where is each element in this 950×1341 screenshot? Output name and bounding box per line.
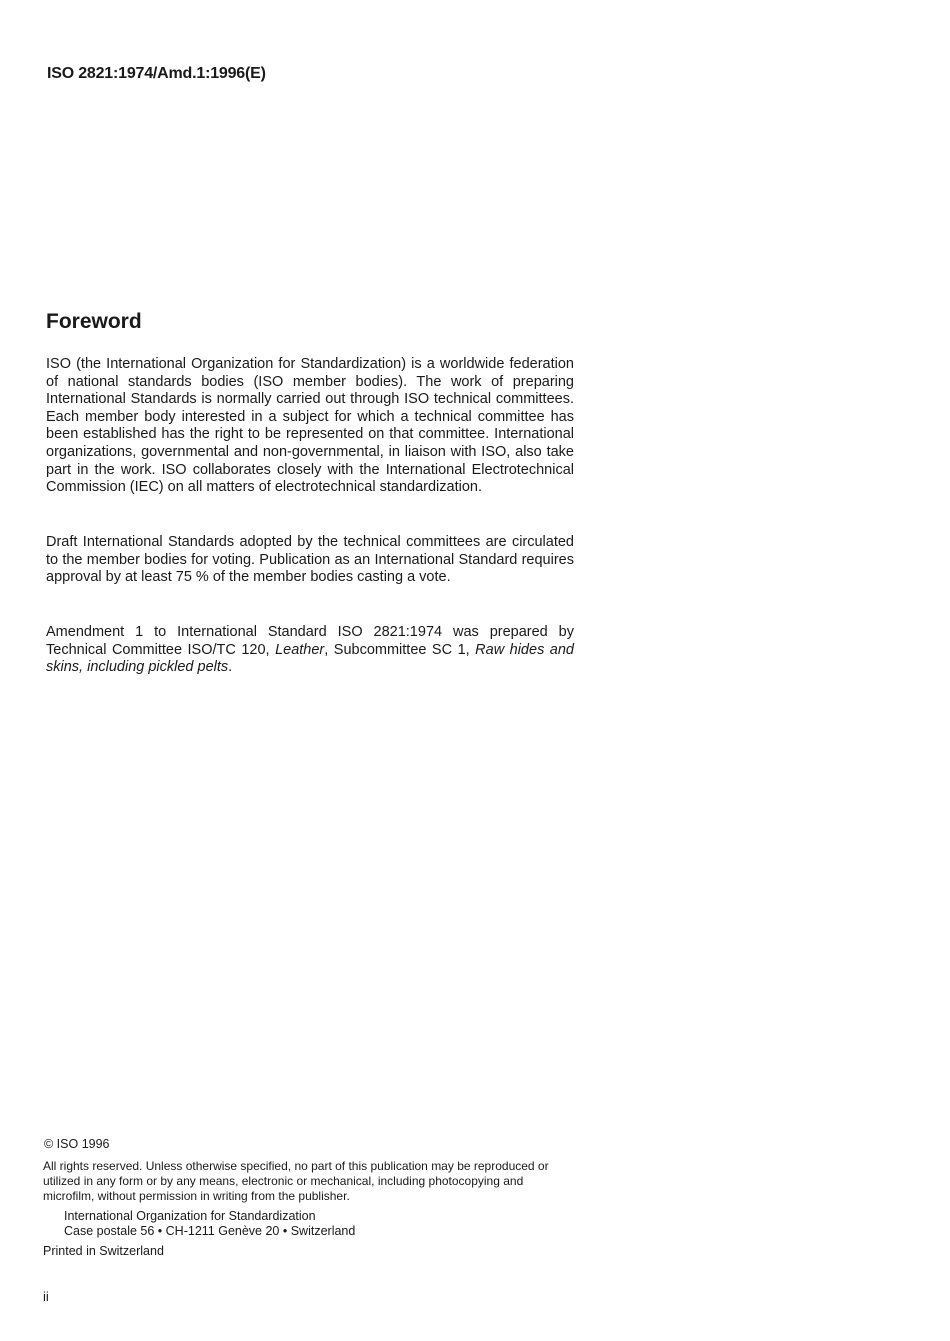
subcommittee-title: Raw hides and skins, including pickled pelts: [46, 641, 574, 676]
publisher-name: International Organization for Standardization: [64, 1209, 316, 1223]
amendment-text-part-2: , Subcommittee SC 1,: [324, 641, 476, 658]
publisher-postal-address: Case postale 56 • CH-1211 Genève 20 • Switzerland: [64, 1224, 356, 1238]
printed-in-notice: Printed in Switzerland: [43, 1244, 164, 1258]
amendment-text-part-1: Amendment 1 to International Standard ISO 2821:1974 was prepared by Technical Committee ISO/TC 120,: [46, 624, 574, 658]
foreword-paragraph-1: ISO (the International Organization for Standardization) is a worldwide federation of national standards bodies (ISO member bodies). The work of preparing International Standards is normally carried out through ISO technical committees. Each member body interested in a subject for which a technical committee has been established has the right to be represented on that committee. International organizations, governmental and non-governmental, in liaison with ISO, also take part in the work. ISO collaborates closely with the International Electrotechnical Commission (IEC) on all matters of electrotechnical standardization.: [46, 356, 574, 496]
foreword-paragraph-2: Draft International Standards adopted by the technical committees are circulated to the member bodies for voting. Publication as an International Standard requires approval by at least 75 % of the member bodies casting a vote.: [46, 534, 574, 586]
publisher-address: [64, 1209, 355, 1239]
amendment-text-part-3: .: [228, 659, 233, 676]
page-number: ii: [43, 1289, 49, 1304]
copyright-notice: © ISO 1996: [44, 1137, 110, 1151]
foreword-paragraph-3: [46, 624, 574, 677]
foreword-heading: Foreword: [46, 310, 142, 333]
document-identifier: ISO 2821:1974/Amd.1:1996(E): [47, 65, 266, 82]
rights-reserved-notice: All rights reserved. Unless otherwise specified, no part of this publication may be reproduced or utilized in any form or by any means, electronic or mechanical, including photocopying and microfilm, without permission in writing from the publisher.: [43, 1159, 549, 1203]
committee-title-leather: Leather: [275, 641, 325, 658]
